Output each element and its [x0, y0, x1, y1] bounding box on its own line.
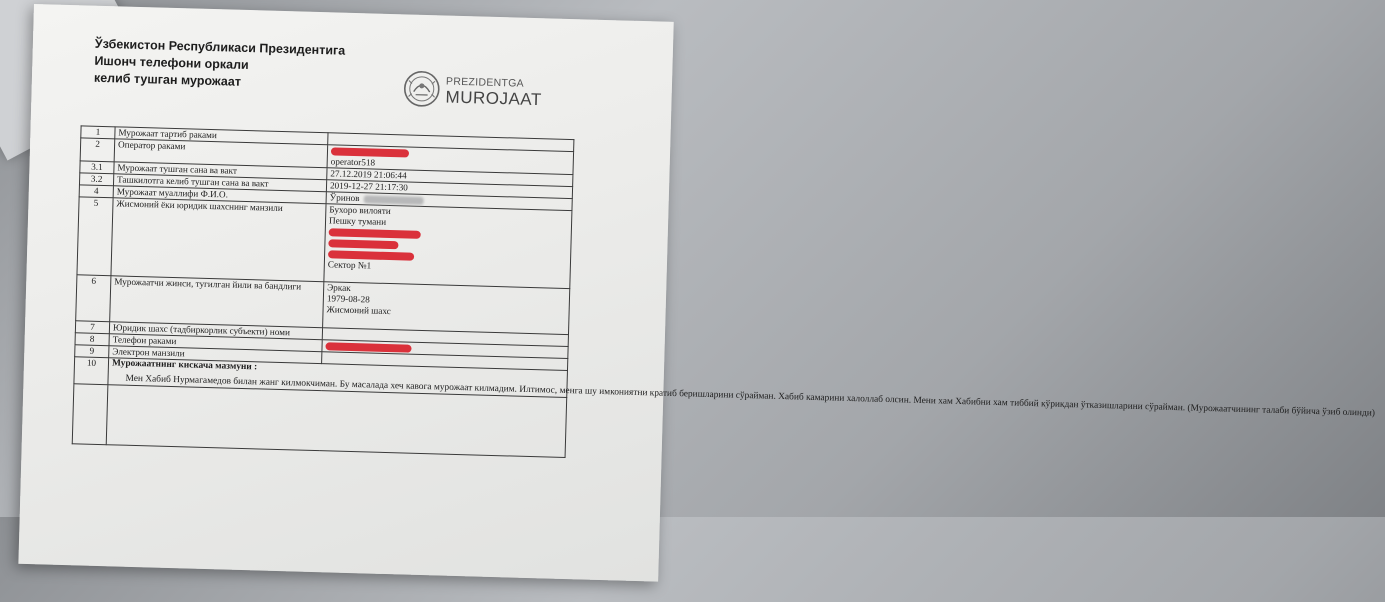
row-value — [324, 204, 572, 289]
operator-value: operator518 — [330, 156, 376, 168]
row-number: 5 — [77, 197, 113, 276]
row-label: Мурожаат тартиб раками — [115, 127, 328, 145]
address-line: Бухоро вилояти — [329, 204, 391, 217]
emblem-icon — [399, 66, 444, 111]
row-number: 2 — [80, 138, 115, 162]
row-value: 27.12.2019 21:06:44 — [327, 168, 573, 187]
birth-date-value: 1979-08-28 — [326, 293, 370, 305]
row-number: 3.2 — [79, 173, 113, 186]
row-number: 6 — [76, 275, 111, 322]
prezidentga-murojaat-logo — [399, 66, 560, 120]
summary-heading: Мурожаатнинг кискача мазмуни : — [111, 358, 258, 373]
blurred-name — [363, 195, 423, 205]
title-line-3: келиб тушган мурожаат — [93, 70, 242, 89]
employment-value: Жисмоний шахс — [326, 304, 391, 317]
summary-text: Мен Хабиб Нурмагамедов билан жанг килмокчиман. Бу масалада хеч кавога мурожаат килмадим. Илтимос, менга шу имкониятни кратиб беришларини сўрайман. Хабиб камарини халоллаб олсин. Мени хам Хабибни хам тиббий кўрикдан ўтказишларини сўрайман. (Мурожаатчининг талаби бўйича ўзиб олинди) — [125, 373, 1376, 419]
title-line-2: Ишонч телефони оркали — [94, 53, 249, 73]
author-surname: Ўринов — [329, 192, 360, 204]
row-number — [72, 384, 108, 445]
table-row — [77, 197, 572, 289]
appeal-form-table — [72, 125, 1376, 458]
row-number: 1 — [81, 126, 115, 139]
row-label: Ташкилотга келиб тушган сана ва вакт — [113, 174, 326, 192]
summary-continuation — [106, 385, 566, 458]
logo-bottom-text: MUROJAAT — [445, 87, 543, 110]
row-label: Мурожаат муаллифи Ф.И.О. — [113, 186, 326, 204]
gender-value: Эркак — [327, 282, 351, 293]
row-label: Мурожаат тушган сана ва вакт — [114, 162, 327, 180]
row-number: 7 — [75, 321, 109, 334]
row-label: Оператор раками — [114, 139, 328, 168]
address-line: Сектор №1 — [327, 259, 372, 271]
row-label: Юридик шахс (тадбиркорлик субъекти) номи — [109, 322, 322, 340]
row-label: Телефон раками — [109, 334, 322, 352]
document-page — [18, 4, 1376, 582]
row-number: 10 — [74, 357, 109, 385]
row-value — [323, 282, 570, 335]
row-number: 3.1 — [80, 161, 114, 174]
row-label: Электрон манзили — [109, 346, 322, 364]
row-number: 4 — [79, 185, 113, 198]
address-line: Пешку тумани — [328, 215, 387, 227]
title-line-1: Ўзбекистон Республикаси Президентига — [94, 36, 346, 58]
row-value: 2019-12-27 21:17:30 — [326, 180, 572, 199]
row-number: 9 — [75, 345, 109, 358]
redaction-mark — [325, 342, 411, 352]
logo-top-text: PREZIDENTGA — [445, 75, 525, 90]
row-label: Мурожаатчи жинси, тугилган йили ва бандлиги — [110, 276, 324, 328]
row-label: Жисмоний ёки юридик шахснинг манзили — [111, 198, 326, 282]
document-title — [94, 36, 395, 95]
row-number: 8 — [75, 333, 109, 346]
